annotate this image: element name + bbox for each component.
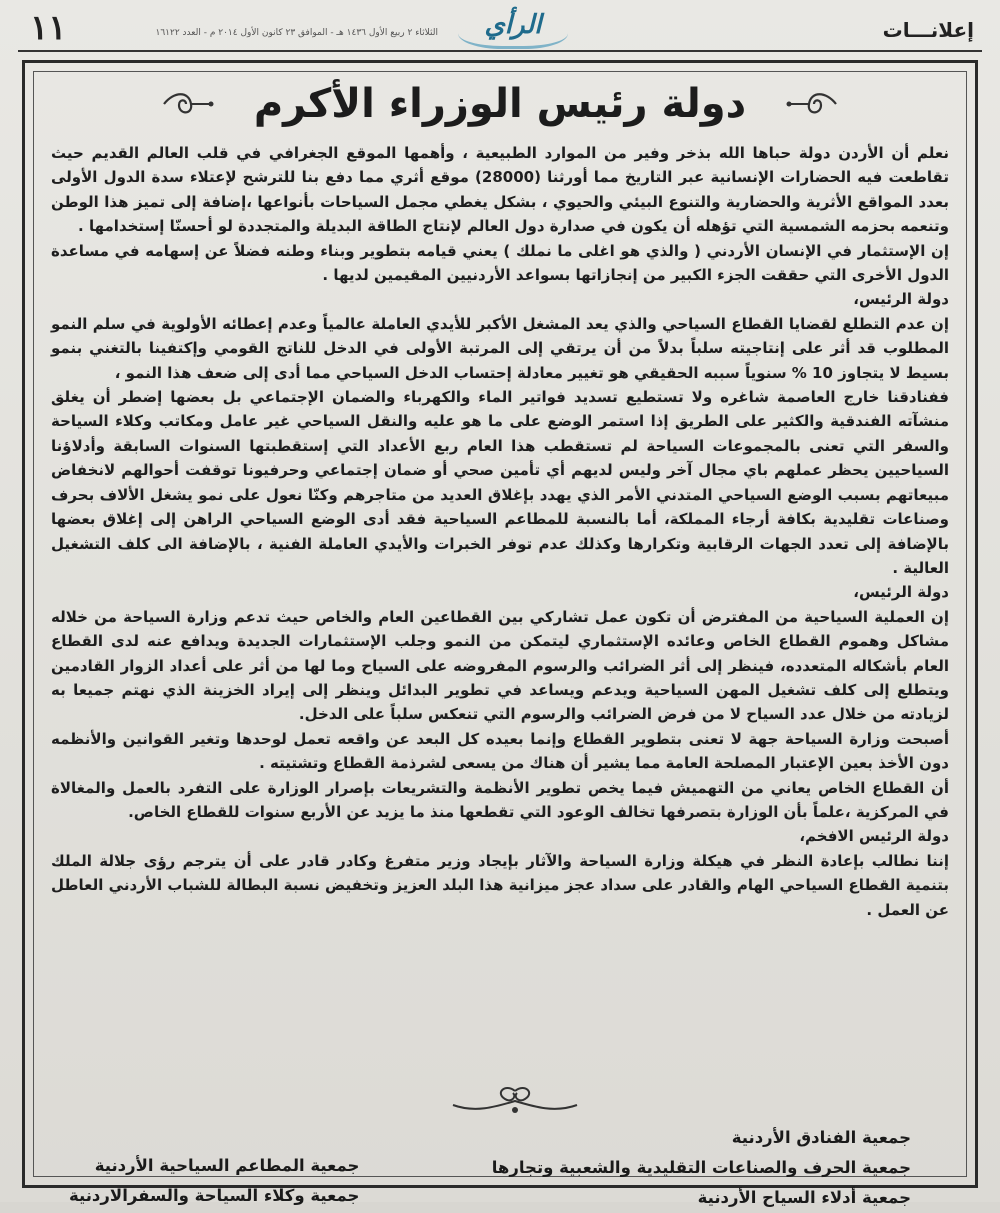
salutation: دولة الرئيس، (853, 290, 949, 309)
signatory: جمعية وكلاء السياحة والسفرالاردنية (69, 1186, 360, 1205)
paragraph: نعلم أن الأردن دولة حباها الله بذخر وفير من الموارد الطبيعية ، وأهمها الموقع الجغرافي في قلب العالم القديم حيث تقاطعت فيه الحضارات الإنسانية عبر التاريخ مما أورثنا (28000) موقع أثري مما دفع بنا للترشح لإعتلاء سدة الدول الأولى بعدد المواقع الأثرية والحضارية والتنوع البيئي والحيوي ، بشكل يغطي مجمل السياحات بأنواعها ،إضافة إلى تميز هذا الوطن وتنعمه بحزمه الشمسية التي تؤهله أن يكون في صدارة دول العالم لإنتاج الطاقة البديلة والمتجددة لو أحسنّا إستخدامها . (51, 144, 949, 236)
paragraph: إن الإستثمار في الإنسان الأردني ( والذي هو اغلى ما نملك ) يعني قيامه بتطوير وبناء وطنه فضلاً عن إسهامه في مساعدة الدول الأخرى التي حققت الجزء الكبير من إنجازاتها بسواعد الأردنيين المقيمين لديها . (51, 241, 949, 285)
paragraph: أصبحت وزارة السياحة جهة لا تعنى بتطوير القطاع وإنما بعيده كل البعد عن واقعه تعمل لوحدها وتغير القوانين والأنظمه دون الأخذ بعين الإعتبار المصلحة العامة مما يشير أن هناك من يسعى لشرذمة القطاع وتشتيته . (51, 729, 949, 773)
signatories-right-column (492, 1123, 911, 1213)
signatory: جمعية المطاعم السياحية الأردنية (94, 1156, 360, 1175)
ad-title: دولة رئيس الوزراء الأكرم (253, 81, 747, 127)
signatories-left-column (69, 1151, 359, 1211)
paragraph: ففنادقنا خارج العاصمة شاغره ولا تستطيع تسديد فواتير الماء والكهرباء والضمان الإجتماعي بل بعضها إضطر أن يغلق منشآته الفندقية والكثير على الطريق إذا استمر الوضع على ما هو عليه والنقل السياحي غير عامل ومكاتب وكلاء السياحة والسفر التي تعنى بالمجموعات السياحة لم تستقطب هذا العام ربع الأعداد التي إستقطبتها السنوات السابقة وأدلاؤنا السياحيين يحظر عملهم باي مجال آخر وليس لديهم أي تأمين صحي أو ضمان إجتماعي وحرفيونا توقفت أحوالهم لانخفاض مبيعاتهم بسبب الوضع السياحي المتدني الأمر الذي يهدد بإغلاق العديد من متاجرهم وكنّا نعول على نمو يشغل الألاف بحرف وصناعات تقليدية بكافة أرجاء المملكة، أما بالنسبة للمطاعم السياحية فقد أدى الوضع السياحي الراهن إلى إغلاق بعضها بالإضافة إلى تعدد الجهات الرقابية وتكرارها وكذلك عدم توفر الخبرات والأيدي العاملة الفنية ، بالإضافة الى كلف التشغيل العالية . (51, 388, 949, 577)
paragraph: إن العملية السياحية من المفترض أن تكون عمل تشاركي بين القطاعين العام والخاص حيث تدعم وزارة السياحة من خلاله مشاكل وهموم القطاع الخاص وعائده الإستثماري ليتمكن من النمو وجلب الإستثمارات الجديدة ويدافع عنه لدى القطاع العام بأشكاله المتعدده، فينظر إلى أثر الضرائب والرسوم المفروضه على السياح وما لها من أثر على أعداد الزوار القادمين ويتطلع إلى كلف تشغيل المهن السياحية ويدعم ويساعد في تطوير البدائل وينظر إلى إيراد الخزينة الذي نهتم جميعا به لزيادته من خلال عدد السياح لا من فرض الضرائب والرسوم التي تنعكس سلباً على الدخل. (51, 607, 949, 724)
ornament-divider-icon (445, 1083, 585, 1117)
salutation: دولة الرئيس، (853, 583, 949, 602)
ad-body (51, 141, 949, 922)
salutation: دولة الرئيس الافخم، (799, 827, 949, 846)
paragraph: إننا نطالب بإعادة النظر في هيكلة وزارة السياحة والآثار بإيجاد وزير متفرغ وكادر قادر على أن يترجم رؤى جلالة الملك بتنمية القطاع السياحي الهام والقادر على سداد عجز ميزانية هذا البلد العزيز وتخفيض نسبة البطالة للشباب الأردني العاطل عن العمل . (51, 851, 949, 919)
page-number: ١١ (30, 8, 67, 48)
page-header (18, 6, 982, 52)
signatory: جمعية الفنادق الأردنية (731, 1128, 911, 1147)
paragraph: إن عدم التطلع لقضايا القطاع السياحي والذي يعد المشغل الأكبر للأيدي العاملة عالمياً وعدم إعطائه الأولوية في سلم النمو المطلوب قد أثر على إنتاجيته سلباً بدلاً من أن يرتقي إلى المرتبة الأولى في الدخل للناتج القومي وإكتفينا بالتغني بنمو بسيط لا يتجاوز 10 % سنوياً سببه الحقيقي هو تغيير معادلة إحتساب الدخل السياحي مما أدى إلى ضعف هذا النمو ، (51, 314, 949, 382)
advertisement-frame (22, 60, 978, 1207)
section-label: إعلانـــات (882, 18, 974, 42)
signatory: جمعية أدلاء السياح الأردنية (697, 1188, 911, 1207)
paragraph: أن القطاع الخاص يعاني من التهميش فيما يخص تطوير الأنظمة والتشريعات بإصرار الوزارة على التفرد بالعمل والمغالاة في المركزية ،علماً بأن الوزارة بتصرفها تخالف الوعود التي تقطعها منذ ما يزيد عن الأربع سنوات للقطاع الخاص. (51, 778, 949, 821)
flourish-right-icon (781, 89, 841, 119)
signatories (49, 1123, 951, 1207)
title-row (25, 81, 975, 137)
masthead-date-line: الثلاثاء ٢ ربيع الأول ١٤٣٦ هـ - الموافق ٢٣ كانون الأول ٢٠١٤ م - العدد ١٦١٢٢ (155, 28, 438, 38)
signatory: جمعية الحرف والصناعات التقليدية والشعبية وتجارها (491, 1158, 911, 1177)
newspaper-logo: الرأي (458, 10, 568, 49)
flourish-left-icon (159, 89, 219, 119)
